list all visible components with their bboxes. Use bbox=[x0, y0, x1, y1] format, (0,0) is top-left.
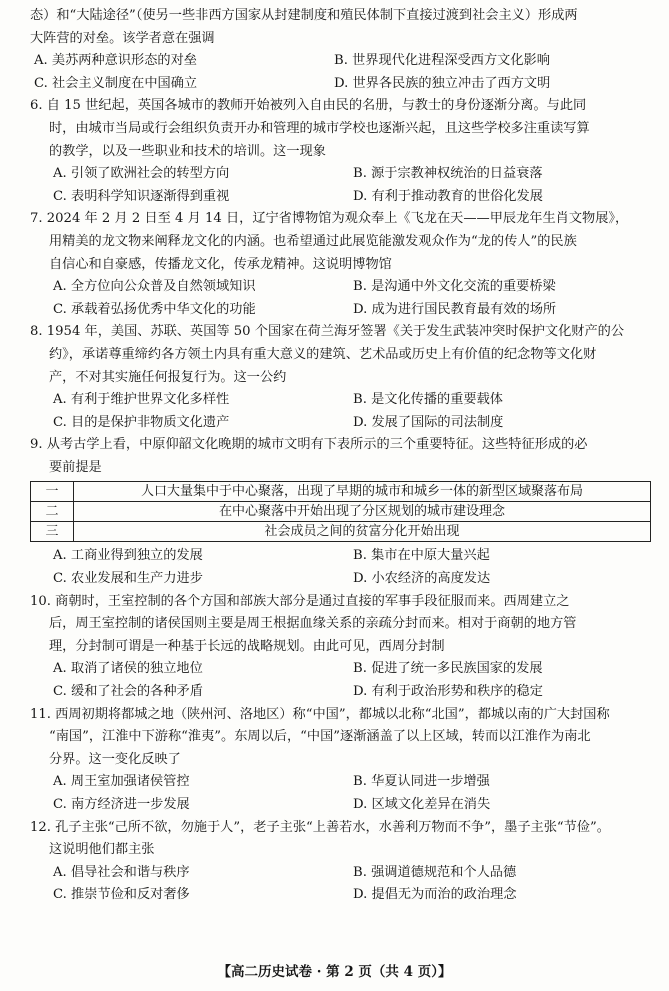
question-8 bbox=[30, 321, 651, 434]
question-9 bbox=[30, 434, 651, 590]
option-c[interactable]: C. 推崇节俭和反对奢侈 bbox=[53, 887, 190, 903]
question-stem-line: 9. 从考古学上看，中原仰韶文化晚期的城市文明有下表所示的三个重要特征。这些特征形成的必 bbox=[30, 437, 588, 453]
page-footer: 【高二历史试卷 · 第 2 页（共 4 页）】 bbox=[217, 964, 452, 980]
option-d[interactable]: D. 发展了国际的司法制度 bbox=[353, 414, 504, 430]
question-text-line: 自信心和自豪感，传播龙文化，传承龙精神。这说明博物馆 bbox=[49, 256, 392, 272]
option-c[interactable]: C. 缓和了社会的各种矛盾 bbox=[53, 684, 203, 700]
option-row bbox=[30, 771, 651, 794]
option-c[interactable]: C. 南方经济进一步发展 bbox=[53, 797, 190, 812]
option-d[interactable]: D. 有利于政治形势和秩序的稳定 bbox=[353, 684, 543, 700]
table-cell-text: 社会成员之间的贫富分化开始出现 bbox=[74, 522, 651, 542]
option-row bbox=[30, 545, 651, 568]
table-cell-index: 三 bbox=[31, 522, 74, 542]
option-row bbox=[30, 412, 651, 435]
question-text-line: 态）和“大陆途径”（使另一些非西方国家从封建制度和殖民体制下直接过渡到社会主义）形成两 bbox=[30, 8, 578, 23]
option-a[interactable]: A. 引领了欧洲社会的转型方向 bbox=[53, 166, 230, 182]
option-a[interactable]: A. 取消了诸侯的独立地位 bbox=[53, 661, 203, 677]
question-stem-line: 10. 商朝时，王室控制的各个方国和部族大部分是通过直接的军事手段征服而来。西周建立之 bbox=[30, 593, 570, 609]
option-a[interactable]: A. 周王室加强诸侯管控 bbox=[53, 774, 190, 790]
question-11 bbox=[30, 704, 651, 817]
table-cell-index: 二 bbox=[31, 502, 74, 522]
option-row bbox=[30, 73, 651, 96]
option-row bbox=[30, 50, 651, 73]
option-b[interactable]: B. 是文化传播的重要载体 bbox=[353, 392, 503, 408]
option-c[interactable]: C. 承载着弘扬优秀中华文化的功能 bbox=[53, 301, 256, 317]
option-row bbox=[30, 163, 651, 186]
option-b[interactable]: B. 强调道德规范和个人品德 bbox=[353, 864, 517, 880]
option-a[interactable]: A. 有利于维护世界文化多样性 bbox=[53, 392, 230, 408]
question-stem-line: 11. 西周初期将都城之地（陕州河、洛地区）称“中国”，都城以北称“北国”，都城以南的广大封国称 bbox=[30, 706, 610, 722]
option-row bbox=[30, 186, 651, 209]
option-b[interactable]: B. 华夏认同进一步增强 bbox=[353, 774, 490, 790]
option-b[interactable]: B. 促进了统一多民族国家的发展 bbox=[353, 661, 543, 677]
option-c[interactable]: C. 农业发展和生产力进步 bbox=[53, 571, 203, 587]
question-stem-line: 7. 2024 年 2 月 2 日至 4 月 14 日，辽宁省博物馆为观众奉上《飞龙在天——甲辰龙年生肖文物展》， bbox=[30, 211, 629, 227]
question-text-line: 时，由城市当局或行会组织负责开办和管理的城市学校也逐渐兴起，且这些学校多注重读写算 bbox=[49, 120, 590, 136]
option-d[interactable]: D. 区域文化差异在消失 bbox=[353, 797, 491, 812]
option-d[interactable]: D. 小农经济的高度发达 bbox=[353, 571, 491, 587]
question-text-line: 用精美的龙文物来阐释龙文化的内涵。也希望通过此展览能激发观众作为“龙的传人”的民族 bbox=[49, 233, 577, 249]
question-stem-line: 6. 自 15 世纪起，英国各城市的教师开始被列入自由民的名册，与教士的身份逐渐分离。与此同 bbox=[30, 98, 587, 114]
option-row bbox=[30, 389, 651, 412]
question-text-line: 分界。这一变化反映了 bbox=[49, 751, 181, 767]
option-a[interactable]: A. 美苏两种意识形态的对垒 bbox=[34, 53, 197, 69]
option-b[interactable]: B. 世界现代化进程深受西方文化影响 bbox=[334, 53, 550, 69]
question-text-line: 后，周王室控制的诸侯国则主要是周王根据血缘关系的亲疏分封而来。相对于商朝的地方管 bbox=[49, 616, 577, 632]
option-row bbox=[30, 276, 651, 299]
option-b[interactable]: B. 是沟通中外文化交流的重要桥梁 bbox=[353, 279, 556, 295]
option-row bbox=[30, 862, 651, 885]
question-10 bbox=[30, 591, 651, 704]
question-text-line: 约》，承诺尊重缔约各方领土内具有重大意义的建筑、艺术品或历史上有价值的纪念物等文化财 bbox=[49, 346, 597, 362]
question-text-line: 这说明他们都主张 bbox=[49, 842, 155, 858]
question-stem-line: 8. 1954 年，美国、苏联、英国等 50 个国家在荷兰海牙签署《关于发生武装冲突时保护文化财产的公 bbox=[30, 324, 625, 340]
table-row bbox=[31, 522, 651, 542]
option-b[interactable]: B. 集市在中原大量兴起 bbox=[353, 548, 490, 564]
question-stem-line: 12. 孔子主张“己所不欲，勿施于人”，老子主张“上善若水，水善利万物而不争”，墨子主张“节俭”。 bbox=[30, 819, 610, 835]
question-text-line: 的教学，以及一些职业和技术的培训。这一现象 bbox=[49, 143, 326, 159]
question-7 bbox=[30, 208, 651, 321]
option-c[interactable]: C. 社会主义制度在中国确立 bbox=[34, 75, 198, 91]
question-text-line: “南国”，江淮中下游称“淮夷”。东周以后，“中国”逐渐涵盖了以上区域，转而以江淮作为南北 bbox=[49, 729, 591, 745]
option-row bbox=[30, 568, 651, 591]
table-row bbox=[31, 502, 651, 522]
option-c[interactable]: C. 表明科学知识逐渐得到重视 bbox=[53, 188, 230, 204]
question-text-line: 大阵营的对垒。该学者意在强调 bbox=[30, 30, 215, 46]
table-row bbox=[31, 482, 651, 502]
question-text-line: 要前提是 bbox=[49, 459, 102, 475]
option-row bbox=[30, 299, 651, 322]
option-d[interactable]: D. 成为进行国民教育最有效的场所 bbox=[353, 301, 557, 317]
option-d[interactable]: D. 提倡无为而治的政治理念 bbox=[353, 887, 517, 903]
option-row bbox=[30, 794, 651, 817]
option-d[interactable]: D. 有利于推动教育的世俗化发展 bbox=[353, 188, 543, 204]
features-table bbox=[30, 481, 651, 542]
table-cell-text: 在中心聚落中开始出现了分区规划的城市建设理念 bbox=[74, 502, 651, 522]
option-row bbox=[30, 884, 651, 907]
question-12 bbox=[30, 817, 651, 907]
table-cell-index: 一 bbox=[31, 482, 74, 502]
option-b[interactable]: B. 源于宗教神权统治的日益衰落 bbox=[353, 166, 543, 182]
question-text-line: 产，不对其实施任何报复行为。这一公约 bbox=[49, 369, 287, 385]
question-6 bbox=[30, 95, 651, 208]
option-a[interactable]: A. 倡导社会和谐与秩序 bbox=[53, 864, 190, 880]
option-c[interactable]: C. 目的是保护非物质文化遗产 bbox=[53, 414, 230, 430]
question-5-continued bbox=[30, 5, 651, 95]
table-cell-text: 人口大量集中于中心聚落，出现了早期的城市和城乡一体的新型区域聚落布局 bbox=[74, 482, 651, 502]
option-a[interactable]: A. 全方位向公众普及自然领域知识 bbox=[53, 279, 256, 295]
option-row bbox=[30, 658, 651, 681]
option-row bbox=[30, 681, 651, 704]
question-text-line: 理，分封制可谓是一种基于长远的战略规划。由此可见，西周分封制 bbox=[49, 638, 445, 654]
option-d[interactable]: D. 世界各民族的独立冲击了西方文明 bbox=[334, 75, 551, 91]
option-a[interactable]: A. 工商业得到独立的发展 bbox=[53, 548, 203, 564]
